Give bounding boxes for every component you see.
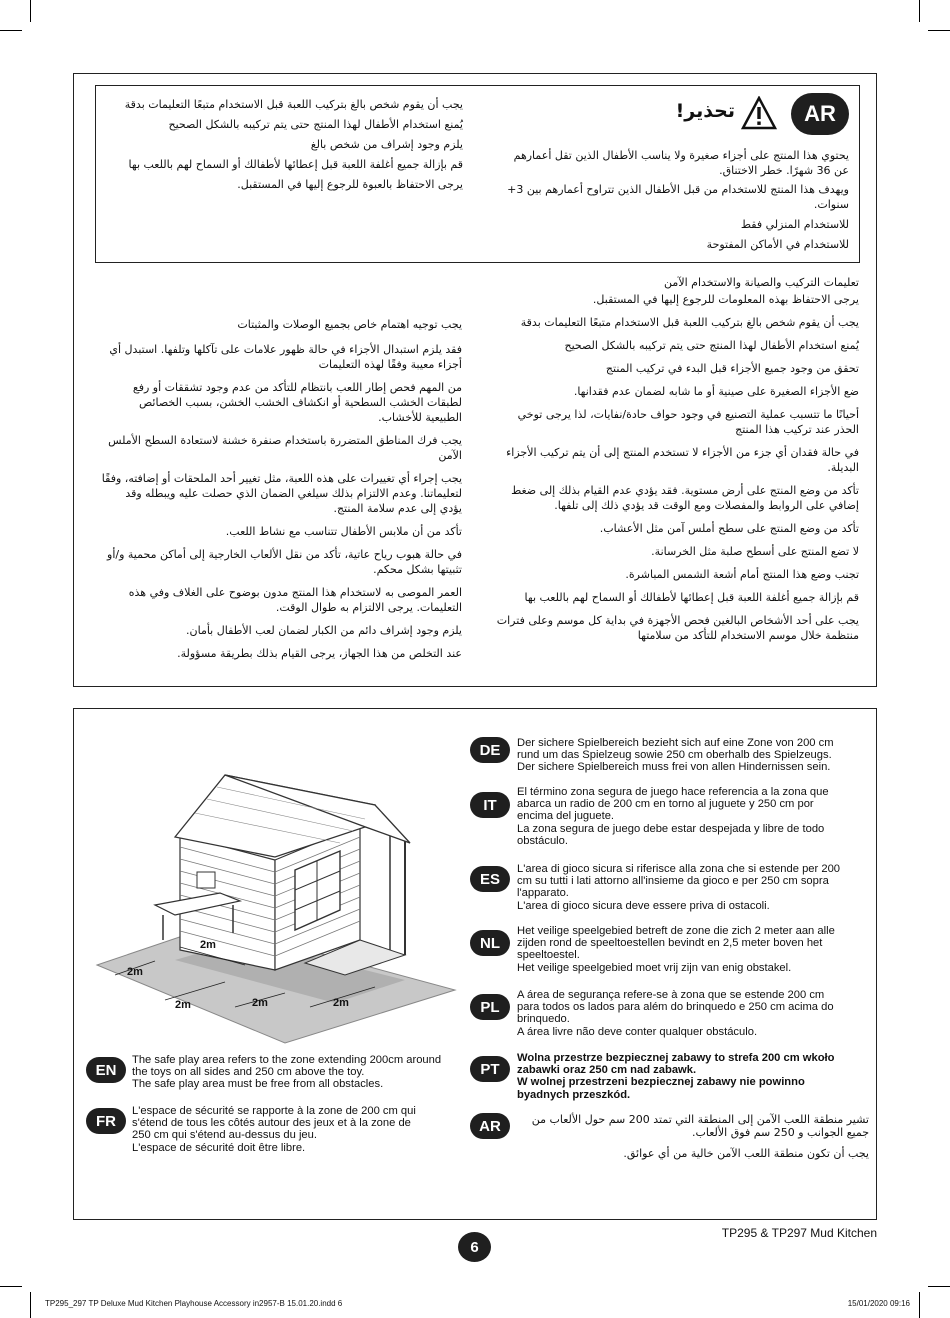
lang-block-it bbox=[470, 786, 870, 852]
lang-line: the toys on all sides and 250 cm above the toy. bbox=[132, 1066, 365, 1079]
warning-left-text bbox=[105, 97, 463, 200]
instructions-left-column bbox=[100, 317, 462, 669]
lang-line: L'area di gioco sicura deve essere priva di ostacoli. bbox=[517, 899, 770, 912]
crop-mark bbox=[919, 1292, 920, 1318]
instruction-line: في حالة فقدان أي جزء من الأجزاء لا تستخدم المنتج إلى أن يتم تركيب الأجزاء البديلة. bbox=[506, 446, 859, 474]
lang-line: Der sichere Spielbereich muss frei von allen Hindernissen sein. bbox=[517, 761, 831, 774]
lang-badge: PL bbox=[470, 994, 510, 1020]
lang-line: s'étend de tous les côtés autour des jeux et à la zone de bbox=[132, 1117, 411, 1130]
instruction-line: تحقق من وجود جميع الأجزاء قبل البدء في تركيب المنتج bbox=[605, 362, 859, 375]
lang-line: The safe play area refers to the zone extending 200cm around bbox=[132, 1054, 442, 1066]
product-name: TP295 & TP297 Mud Kitchen bbox=[721, 1226, 877, 1240]
lang-line: Wolna przestrze bezpiecznej zabawy to strefa 200 cm wkoło bbox=[517, 1052, 835, 1064]
warning-triangle-icon bbox=[741, 96, 777, 130]
lang-line: L'espace de sécurité doit être libre. bbox=[132, 1141, 306, 1154]
lang-badge: DE bbox=[470, 737, 510, 763]
lang-text bbox=[517, 737, 872, 774]
crop-mark bbox=[30, 1292, 31, 1318]
lang-text bbox=[517, 863, 872, 912]
lang-line: L'espace de sécurité se rapporte à la zone de 200 cm qui bbox=[132, 1105, 416, 1117]
lang-block-ar bbox=[470, 1113, 870, 1173]
warning-line: ويهدف هذا المنتج للاستخدام من قبل الأطفال الذين تتراوح أعمارهم بين 3+ سنوات. bbox=[507, 183, 849, 211]
instruction-line: قم بإزالة جميع أغلفة اللعبة قبل إعطائها لأطفالك أو السماح لهم باللعب بها bbox=[524, 591, 859, 604]
lang-line: brinquedo. bbox=[517, 1013, 570, 1026]
lang-block-de bbox=[470, 737, 870, 782]
dimension-label: 2m bbox=[127, 966, 143, 978]
instruction-line: ضع الأجزاء الصغيرة على صينية أو ما شابه لضمان عدم فقدانها. bbox=[573, 385, 859, 398]
playhouse-safe-zone-diagram bbox=[85, 765, 460, 1045]
crop-mark bbox=[928, 1286, 950, 1287]
warning-title: تحذير! bbox=[675, 100, 735, 122]
instruction-line: تأكد من وضع المنتج على أرض مستوية. فقد يؤدي عدم القيام بذلك إلى ضغط إضافي على الروابط والمفصلات ومع الوقت قد يؤدي ذلك إلى تلفها. bbox=[511, 484, 859, 512]
lang-line: يجب أن تكون منطقة اللعب الآمن خالية من أي عوائق. bbox=[623, 1147, 869, 1160]
instruction-line: لا تضع المنتج على أسطح صلبة مثل الخرسانة. bbox=[651, 545, 859, 558]
lang-line: obstáculo. bbox=[517, 834, 568, 847]
warning-line: يجب أن يقوم شخص بالغ بتركيب اللعبة قبل الاستخدام متبعًا التعليمات بدقة bbox=[124, 98, 463, 111]
lang-badge: PT bbox=[470, 1056, 510, 1082]
lang-line: جميع الجوانب و 250 سم فوق الألعاب. bbox=[692, 1126, 869, 1139]
lang-line: speeltoestel. bbox=[517, 949, 580, 962]
instruction-line: يجب فرك المناطق المتضررة باستخدام صنفرة خشنة لاستعادة السطح الأملس الآمن bbox=[108, 434, 462, 462]
lang-block-en bbox=[86, 1054, 456, 1104]
lang-line: zabawki oraz 250 cm nad zabawk. bbox=[517, 1064, 697, 1077]
lang-block-pt bbox=[470, 1052, 870, 1107]
dimension-label: 2m bbox=[252, 997, 268, 1009]
lang-text bbox=[517, 925, 872, 974]
lang-line: El término zona segura de juego hace referencia a la zona que bbox=[517, 786, 829, 798]
instruction-line: أحيانًا ما تتسبب عملية التصنيع في وجود حواف حادة/نفايات، لذا يرجى توخي الحذر عند تركيب هذا المنتج bbox=[517, 408, 859, 436]
warning-line: يحتوي هذا المنتج على أجزاء صغيرة ولا يناسب الأطفال الذين تقل أعمارهم عن 36 شهرًا. خطر الاختناق. bbox=[513, 149, 849, 177]
footer-date: 15/01/2020 09:16 bbox=[847, 1299, 910, 1308]
lang-text bbox=[517, 989, 872, 1038]
instruction-line: يلزم وجود إشراف دائم من الكبار لضمان لعب الأطفال بأمان. bbox=[186, 624, 462, 637]
dimension-label: 2m bbox=[175, 999, 191, 1011]
warning-line: قم بإزالة جميع أغلفة اللعبة قبل إعطائها لأطفالك أو السماح لهم باللعب بها bbox=[128, 158, 463, 171]
crop-mark bbox=[928, 30, 950, 31]
instruction-line: العمر الموصى به لاستخدام هذا المنتج مدون بوضوح على الغلاف وفي هذه التعليمات. يرجى الالتزام به طوال الوقت. bbox=[128, 586, 462, 614]
lang-line: rund um das Spielzeug sowie 250 cm oberhalb des Spielzeugs. bbox=[517, 749, 832, 762]
lang-line: encima del juguete. bbox=[517, 810, 615, 823]
instruction-line: يجب إجراء أي تغييرات على هذه اللعبة، مثل تغيير أحد الملحقات أو إضافته، وفقًا لتعليماتنا. وعدم الالتزام بذلك سيلغي الضمان الذي حصلت عليه ويبطله وقد يؤدي إلى عدم سلامة المنتج. bbox=[101, 472, 462, 515]
lang-line: A área livre não deve conter qualquer obstáculo. bbox=[517, 1025, 758, 1038]
footer-file-info: TP295_297 TP Deluxe Mud Kitchen Playhouse Accessory in2957-B 15.01.20.indd 6 bbox=[45, 1299, 343, 1308]
lang-badge: NL bbox=[470, 930, 510, 956]
lang-badge: FR bbox=[86, 1108, 126, 1134]
lang-block-fr bbox=[86, 1105, 456, 1165]
instruction-line: تأكد من أن ملابس الأطفال تتناسب مع نشاط اللعب. bbox=[225, 525, 462, 538]
ar-badge: AR bbox=[791, 93, 849, 135]
instruction-line: فقد يلزم استبدال الأجزاء في حالة ظهور علامات على تآكلها وتلفها. استبدل أي أجزاء معيبة وفقًا لهذه التعليمات bbox=[109, 343, 462, 371]
dimension-label: 2m bbox=[333, 997, 349, 1009]
lang-line: zijden rond de speeltoestellen bevindt en 2,5 meter boven het bbox=[517, 937, 823, 950]
lang-line: abarca un radio de 200 cm en torno al juguete y 250 cm por bbox=[517, 798, 814, 811]
instruction-line: يجب توجيه اهتمام خاص بجميع الوصلات والمثبتات bbox=[237, 318, 462, 331]
lang-line: cm su tutti i lati attorno all'insieme da gioco e per 250 cm sopra bbox=[517, 875, 829, 888]
instruction-line: يرجى الاحتفاظ بهذه المعلومات للرجوع إليها في المستقبل. bbox=[592, 293, 859, 306]
lang-text bbox=[132, 1105, 462, 1154]
lang-block-pl bbox=[470, 989, 870, 1044]
page-number: 6 bbox=[458, 1232, 491, 1262]
instruction-line: تجنب وضع هذا المنتج أمام أشعة الشمس المباشرة. bbox=[625, 568, 859, 581]
lang-line: 250 cm qui s'étend au-dessus du jeu. bbox=[132, 1129, 317, 1142]
lang-line: Der sichere Spielbereich bezieht sich auf eine Zone von 200 cm bbox=[517, 737, 834, 749]
lang-line: تشير منطقة اللعب الآمن إلى المنطقة التي تمتد 200 سم حول الألعاب من bbox=[531, 1113, 869, 1126]
lang-line: byadnych przeszkód. bbox=[517, 1088, 631, 1101]
lang-text bbox=[517, 1052, 872, 1101]
instruction-line: من المهم فحص إطار اللعب بانتظام للتأكد من عدم وجود تشققات أو رفع لطبقات الخشب السطحية أو انكشاف الخشب الخشن، بسبب الخصائص الطبيعية للأخشاب. bbox=[132, 381, 462, 424]
instruction-line: يجب على أحد الأشخاص البالغين فحص الأجهزة في بداية كل موسم وعلى فترات منتظمة خلال موسم الاستخدام للتأكد من سلامتها bbox=[496, 614, 859, 642]
lang-text bbox=[132, 1054, 462, 1091]
lang-text bbox=[517, 786, 872, 847]
lang-line: The safe play area must be free from all obstacles. bbox=[132, 1078, 384, 1091]
instruction-line: تعليمات التركيب والصيانة والاستخدام الآمن bbox=[664, 276, 859, 289]
lang-text bbox=[517, 1113, 869, 1160]
crop-mark bbox=[0, 1286, 22, 1287]
warning-line: يلزم وجود إشراف من شخص بالغ bbox=[310, 138, 463, 151]
warning-line: يُمنع استخدام الأطفال لهذا المنتج حتى يتم تركيبه بالشكل الصحيح bbox=[168, 118, 463, 131]
instruction-line: يجب أن يقوم شخص بالغ بتركيب اللعبة قبل الاستخدام متبعًا التعليمات بدقة bbox=[520, 316, 859, 329]
lang-line: Het veilige speelgebied moet vrij zijn van enig obstakel. bbox=[517, 961, 792, 974]
lang-block-nl bbox=[470, 925, 870, 980]
warning-right-text bbox=[497, 148, 849, 254]
instruction-line: تأكد من وضع المنتج على سطح أملس آمن مثل الأعشاب. bbox=[599, 522, 859, 535]
dimension-label: 2m bbox=[200, 939, 216, 951]
warning-line: يرجى الاحتفاظ بالعبوة للرجوع إليها في المستقبل. bbox=[237, 178, 463, 191]
instruction-line: عند التخلص من هذا الجهاز، يرجى القيام بذلك بطريقة مسؤولة. bbox=[177, 647, 462, 660]
warning-line: للاستخدام في الأماكن المفتوحة bbox=[706, 238, 849, 251]
crop-mark bbox=[0, 30, 22, 31]
lang-badge: AR bbox=[470, 1113, 510, 1139]
lang-line: L'area di gioco sicura si riferisce alla zona che si estende per 200 bbox=[517, 863, 841, 875]
crop-mark bbox=[30, 0, 31, 22]
lang-badge: ES bbox=[470, 866, 510, 892]
lang-line: para todos os lados para além do brinquedo e 250 cm acima do bbox=[517, 1001, 834, 1014]
warning-line: للاستخدام المنزلي فقط bbox=[740, 218, 849, 231]
lang-badge: EN bbox=[86, 1057, 126, 1083]
crop-mark bbox=[919, 0, 920, 22]
lang-line: La zona segura de juego debe estar despejada y libre de todo bbox=[517, 822, 825, 835]
lang-line: W wolnej przestrzeni bezpiecznej zabawy nie powinno bbox=[517, 1076, 805, 1089]
instructions-right-column bbox=[492, 275, 859, 651]
instruction-line: في حالة هبوب رياح عاتية، تأكد من نقل الألعاب الخارجية إلى أماكن محمية و/أو تثبيتها بشكل محكم. bbox=[107, 548, 462, 576]
lang-line: A área de segurança refere-se à zona que se estende 200 cm bbox=[517, 989, 825, 1001]
instruction-line: يُمنع استخدام الأطفال لهذا المنتج حتى يتم تركيبه بالشكل الصحيح bbox=[564, 339, 859, 352]
lang-line: Het veilige speelgebied betreft de zone die zich 2 meter aan alle bbox=[517, 925, 835, 937]
lang-block-es bbox=[470, 863, 870, 918]
lang-line: l'apparato. bbox=[517, 887, 569, 900]
lang-badge: IT bbox=[470, 792, 510, 818]
